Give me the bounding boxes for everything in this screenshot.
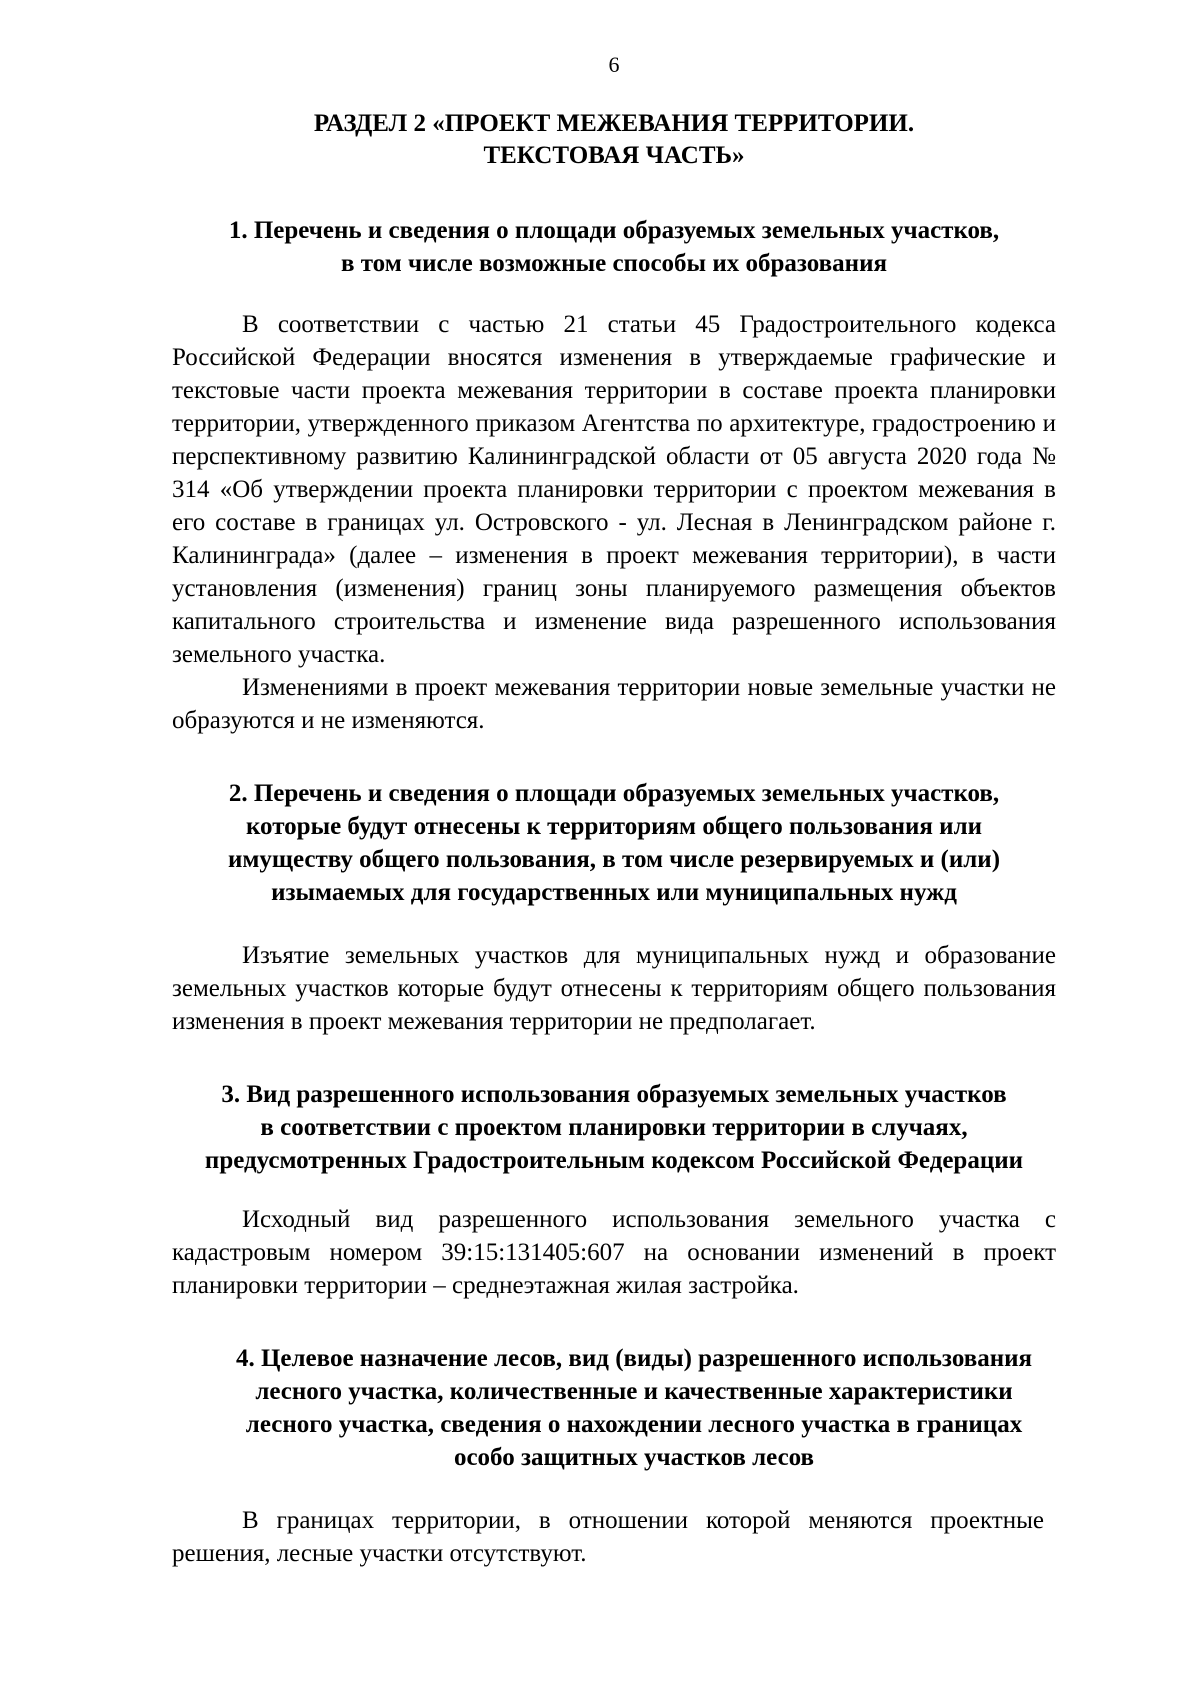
section-heading-line: которые будут отнесены к территориям общего пользования или [245, 813, 983, 840]
section-4-heading [212, 1342, 1056, 1474]
paragraph: Изъятие земельных участков для муниципальных нужд и образование земельных участков которые будут отнесены к территориям общего пользования изменения в проект межевания территории не предполагает. [172, 942, 1056, 1035]
section-heading-line: 2. Перечень и сведения о площади образуемых земельных участков, [228, 780, 1000, 807]
section-1-heading [172, 214, 1056, 280]
section-heading-line: предусмотренных Градостроительным кодексом Российской Федерации [204, 1147, 1024, 1174]
section-4-body [172, 1504, 1044, 1570]
paragraph: Изменениями в проект межевания территории новые земельные участки не образуются и не изменяются. [172, 674, 1056, 734]
section-heading-line: 4. Целевое назначение лесов, вид (виды) разрешенного использования [235, 1345, 1033, 1372]
section-heading-line: в том числе возможные способы их образования [340, 250, 887, 277]
section-2-body [172, 939, 1056, 1038]
section-3-body [172, 1203, 1056, 1302]
section-1-body [172, 308, 1056, 737]
document-title-line: ТЕКСТОВАЯ ЧАСТЬ» [483, 142, 745, 169]
page-number: 6 [608, 52, 620, 77]
paragraph: В границах территории, в отношении которой меняются проектные решения, лесные участки отсутствуют. [172, 1507, 1044, 1567]
paragraph: Исходный вид разрешенного использования земельного участка с кадастровым номером 39:15:131405:607 на основании изменений в проект планировки территории – среднеэтажная жилая застройка. [172, 1206, 1056, 1299]
document-title-line: РАЗДЕЛ 2 «ПРОЕКТ МЕЖЕВАНИЯ ТЕРРИТОРИИ. [313, 110, 915, 137]
section-3-heading [172, 1078, 1056, 1177]
document-title [172, 108, 1056, 172]
section-2-heading [172, 777, 1056, 909]
section-heading-line: в соответствии с проектом планировки территории в случаях, [260, 1114, 968, 1141]
section-heading-line: 1. Перечень и сведения о площади образуемых земельных участков, [228, 217, 1000, 244]
paragraph: В соответствии с частью 21 статьи 45 Градостроительного кодекса Российской Федерации вносятся изменения в утверждаемые графические и текстовые части проекта межевания территории в составе проекта планировки территории, утвержденного приказом Агентства по архитектуре, градостроению и перспективному развитию Калининградской области от 05 августа 2020 года № 314 «Об утверждении проекта планировки территории с проектом межевания в его составе в границах ул. Островского - ул. Лесная в Ленинградском районе г. Калининграда» (далее – изменения в проект межевания территории), в части установления (изменения) границ зоны планируемого размещения объектов капитального строительства и изменение вида разрешенного использования земельного участка. [172, 311, 1056, 668]
section-heading-line: 3. Вид разрешенного использования образуемых земельных участков [221, 1081, 1007, 1108]
section-heading-line: особо защитных участков лесов [453, 1444, 815, 1471]
section-heading-line: изымаемых для государственных или муниципальных нужд [271, 879, 957, 906]
section-heading-line: имуществу общего пользования, в том числе резервируемых и (или) [227, 846, 1001, 873]
section-heading-line: лесного участка, количественные и качественные характеристики [255, 1378, 1013, 1405]
section-heading-line: лесного участка, сведения о нахождении лесного участка в границах [245, 1411, 1023, 1438]
